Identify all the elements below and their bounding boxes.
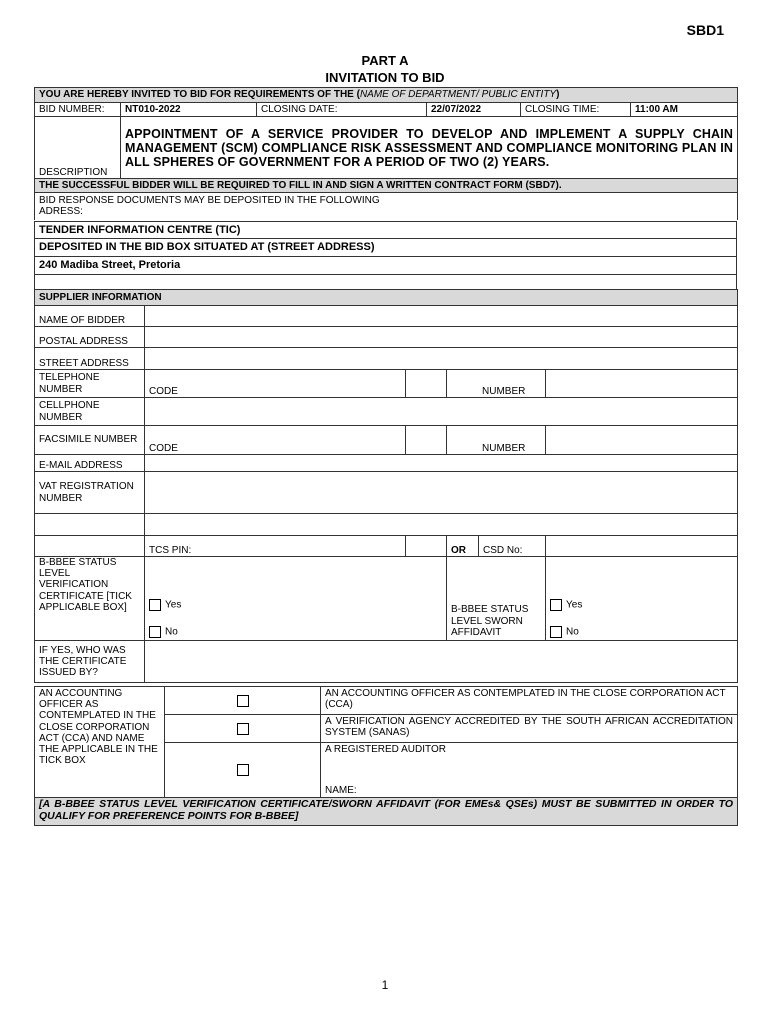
address-line-3: 240 Madiba Street, Pretoria	[35, 257, 737, 275]
address-table	[34, 221, 737, 292]
issuer-row-cca	[35, 687, 738, 715]
fax-number-label: NUMBER	[447, 426, 546, 455]
csd-field[interactable]	[546, 536, 738, 557]
postal-address-field[interactable]	[145, 327, 738, 348]
part-heading: PART A	[361, 53, 409, 68]
email-label: E-MAIL ADDRESS	[35, 455, 145, 472]
address-line-2: DEPOSITED IN THE BID BOX SITUATED AT (STREET ADDRESS)	[35, 239, 737, 257]
supplier-heading-row	[35, 290, 738, 306]
address-row-2	[35, 239, 737, 257]
invite-row	[35, 88, 738, 103]
checkbox-icon[interactable]	[149, 599, 161, 611]
blank-row	[35, 514, 738, 536]
issued-by-label: IF YES, WHO WAS THE CERTIFICATE ISSUED BY?	[35, 641, 145, 683]
bbbee-affidavit-options	[546, 557, 738, 641]
bidder-name-row	[35, 306, 738, 327]
contract-note-row	[35, 179, 738, 193]
street-address-label: STREET ADDRESS	[35, 348, 145, 370]
closing-time-label: CLOSING TIME:	[521, 103, 631, 117]
bid-number-label: BID NUMBER:	[35, 103, 121, 117]
fax-label: FACSIMILE NUMBER	[35, 426, 145, 455]
telephone-number-field[interactable]	[546, 370, 738, 398]
description-label: DESCRIPTION	[35, 117, 121, 179]
issued-by-row	[35, 641, 738, 683]
closing-date-label: CLOSING DATE:	[257, 103, 427, 117]
cca-checkbox-cell[interactable]	[165, 687, 321, 715]
contract-note: THE SUCCESSFUL BIDDER WILL BE REQUIRED TO FILL IN AND SIGN A WRITTEN CONTRACT FORM (SBD7).	[35, 179, 738, 193]
fax-code-label: CODE	[149, 442, 178, 454]
fax-row	[35, 426, 738, 455]
tcs-pin-label: TCS PIN:	[145, 536, 406, 557]
bbbee-cert-yes-label: Yes	[165, 599, 182, 611]
bbbee-cert-options	[145, 557, 447, 641]
checkbox-icon[interactable]	[149, 626, 161, 638]
bidder-name-field[interactable]	[145, 306, 738, 327]
checkbox-icon[interactable]	[237, 695, 249, 707]
auditor-checkbox-cell[interactable]	[165, 743, 321, 798]
telephone-code-value[interactable]	[406, 370, 447, 398]
cellphone-label: CELLPHONE NUMBER	[35, 398, 145, 426]
bid-number-row	[35, 103, 738, 117]
deposit-note-row	[35, 193, 738, 220]
bbbee-cert-label: B-BBEE STATUS LEVEL VERIFICATION CERTIFICATE [TICK APPLICABLE BOX]	[35, 557, 145, 641]
entity-placeholder: NAME OF DEPARTMENT/ PUBLIC ENTITY	[359, 89, 557, 101]
bbbee-cert-yes-option[interactable]	[149, 599, 442, 611]
tcs-row	[35, 536, 738, 557]
checkbox-icon[interactable]	[237, 764, 249, 776]
bbbee-cert-no-label: No	[165, 626, 178, 638]
bbbee-row	[35, 557, 738, 641]
checkbox-icon[interactable]	[237, 723, 249, 735]
tcs-pin-field[interactable]	[406, 536, 447, 557]
description-row	[35, 117, 738, 179]
supplier-heading: SUPPLIER INFORMATION	[35, 290, 738, 306]
postal-address-label: POSTAL ADDRESS	[35, 327, 145, 348]
issuer-table	[34, 686, 738, 826]
page-title: INVITATION TO BID	[325, 70, 445, 85]
checkbox-icon[interactable]	[550, 626, 562, 638]
or-label: OR	[447, 536, 479, 557]
bbbee-footnote: [A B-BBEE STATUS LEVEL VERIFICATION CERTIFICATE/SWORN AFFIDAVIT (FOR EMEs& QSEs) MUST BE SUBMITTED IN ORDER TO QUALIFY FOR PREFERENCE POINTS FOR B-BBEE]	[35, 798, 738, 826]
address-line-1: TENDER INFORMATION CENTRE (TIC)	[35, 222, 737, 239]
vat-row	[35, 472, 738, 514]
bbbee-affidavit-label: B-BBEE STATUS LEVEL SWORN AFFIDAVIT	[447, 557, 546, 641]
street-address-field[interactable]	[145, 348, 738, 370]
email-field[interactable]	[145, 455, 738, 472]
issued-by-field[interactable]	[145, 641, 738, 683]
telephone-number-label: NUMBER	[447, 370, 546, 398]
postal-address-row	[35, 327, 738, 348]
bbbee-affidavit-no-option[interactable]	[550, 626, 733, 638]
bbbee-affidavit-no-label: No	[566, 626, 579, 638]
auditor-option-label: A REGISTERED AUDITOR	[325, 744, 446, 755]
telephone-code-field[interactable]	[145, 370, 406, 398]
vat-field[interactable]	[145, 472, 738, 514]
telephone-label: TELEPHONE NUMBER	[35, 370, 145, 398]
bid-number-value[interactable]: NT010-2022	[121, 103, 257, 117]
bidder-name-label: NAME OF BIDDER	[35, 306, 145, 327]
accounting-officer-label: AN ACCOUNTING OFFICER AS CONTEMPLATED IN THE CLOSE CORPORATION ACT (CCA) AND NAME THE APPLICABLE IN THE TICK BOX	[35, 687, 165, 798]
form-code: SBD1	[686, 22, 724, 38]
email-row	[35, 455, 738, 472]
bbbee-affidavit-yes-option[interactable]	[550, 599, 733, 611]
cca-option-label: AN ACCOUNTING OFFICER AS CONTEMPLATED IN THE CLOSE CORPORATION ACT (CCA)	[321, 687, 738, 715]
fax-code-value[interactable]	[406, 426, 447, 455]
cellphone-row	[35, 398, 738, 426]
invite-prefix: YOU ARE HEREBY INVITED TO BID FOR REQUIREMENTS OF THE (	[39, 89, 360, 101]
street-address-row	[35, 348, 738, 370]
issuer-name-label: NAME:	[325, 784, 357, 796]
vat-label: VAT REGISTRATION NUMBER	[35, 472, 145, 514]
address-row-3	[35, 257, 737, 275]
description-text: APPOINTMENT OF A SERVICE PROVIDER TO DEVELOP AND IMPLEMENT A SUPPLY CHAIN MANAGEMENT (SCM) COMPLIANCE RISK ASSESSMENT AND COMPLIANCE MONITORING PLAN IN ALL SPHERES OF GOVERNMENT FOR A PERIOD OF TWO (2) YEARS.	[121, 117, 738, 179]
sanas-option-label: A VERIFICATION AGENCY ACCREDITED BY THE SOUTH AFRICAN ACCREDITATION SYSTEM (SANAS)	[321, 715, 738, 743]
checkbox-icon[interactable]	[550, 599, 562, 611]
closing-date-value[interactable]: 22/07/2022	[427, 103, 521, 117]
deposit-note: BID RESPONSE DOCUMENTS MAY BE DEPOSITED IN THE FOLLOWING ADRESS:	[35, 193, 427, 220]
invite-suffix: )	[556, 89, 560, 101]
csd-label: CSD No:	[479, 536, 546, 557]
fax-number-field[interactable]	[546, 426, 738, 455]
address-row-1	[35, 222, 737, 239]
bid-details-table	[34, 87, 738, 220]
cellphone-field[interactable]	[145, 398, 738, 426]
bbbee-affidavit-yes-label: Yes	[566, 599, 583, 611]
fax-code-field[interactable]	[145, 426, 406, 455]
closing-time-value[interactable]: 11:00 AM	[631, 103, 738, 117]
auditor-option-cell[interactable]	[321, 743, 738, 798]
supplier-table	[34, 289, 738, 683]
telephone-row	[35, 370, 738, 398]
bbbee-cert-no-option[interactable]	[149, 626, 442, 638]
footnote-row	[35, 798, 738, 826]
page-number: 1	[381, 978, 389, 992]
sanas-checkbox-cell[interactable]	[165, 715, 321, 743]
telephone-code-label: CODE	[149, 385, 178, 397]
